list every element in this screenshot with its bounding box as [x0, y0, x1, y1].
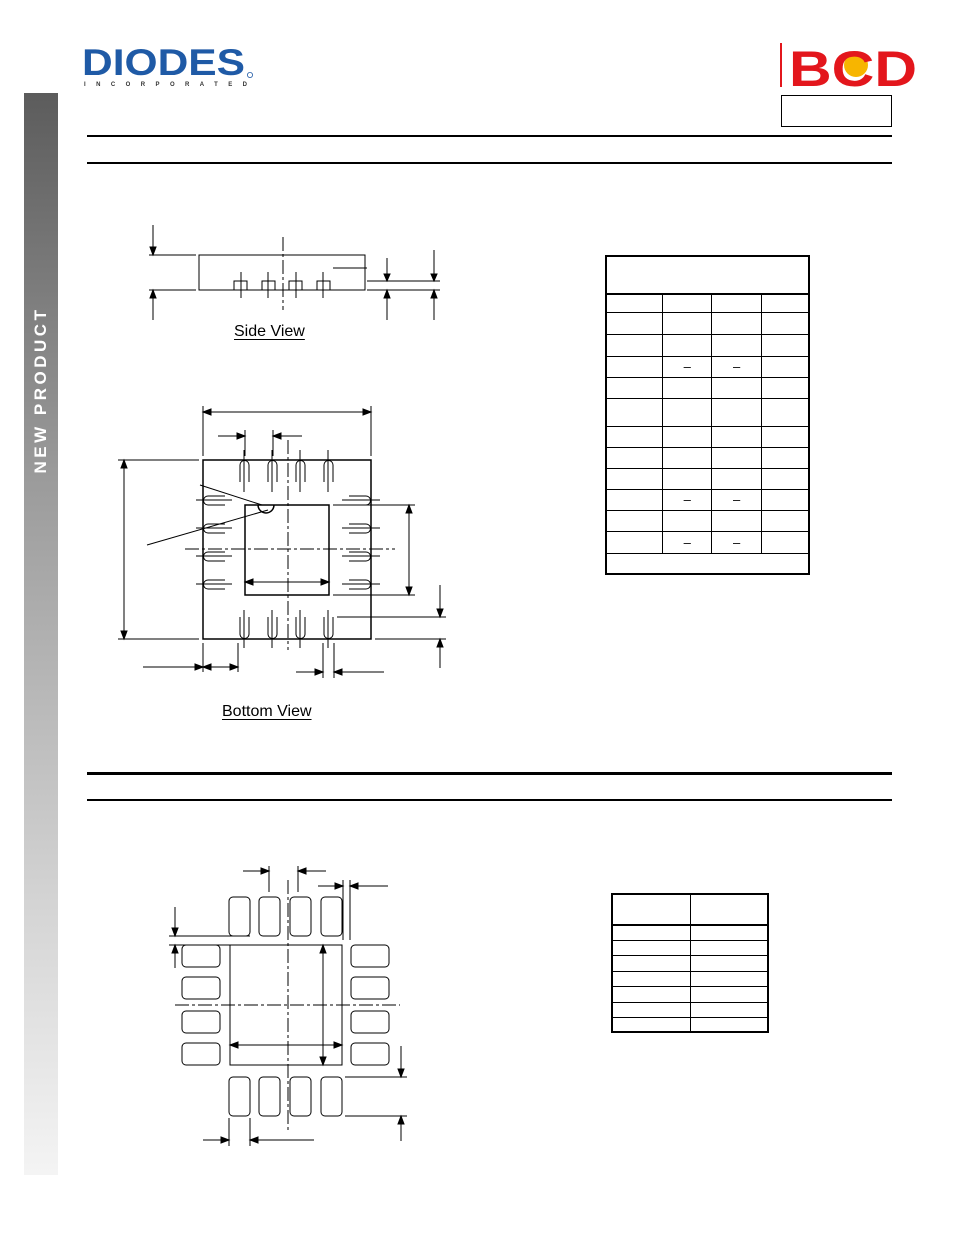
new-product-label: NEW PRODUCT [31, 306, 50, 474]
table-row [612, 940, 768, 955]
pad-dimension-table [611, 893, 769, 1033]
table-row [612, 1017, 768, 1032]
table-row: – – [606, 531, 809, 553]
bcd-logo-text: BCD [789, 41, 917, 89]
diodes-logo-subtext: INCORPORATED [84, 82, 247, 88]
diodes-logo-text: DIODES [82, 44, 245, 83]
table-row [612, 1002, 768, 1017]
table-row [612, 986, 768, 1002]
table-row [612, 971, 768, 986]
table-row: – – [606, 356, 809, 377]
table-row [612, 955, 768, 971]
table-row: – – [606, 489, 809, 510]
table-row [612, 925, 768, 940]
side-view-caption: Side View [234, 323, 305, 340]
bottom-view-caption: Bottom View [222, 703, 312, 720]
table-row [612, 894, 768, 925]
